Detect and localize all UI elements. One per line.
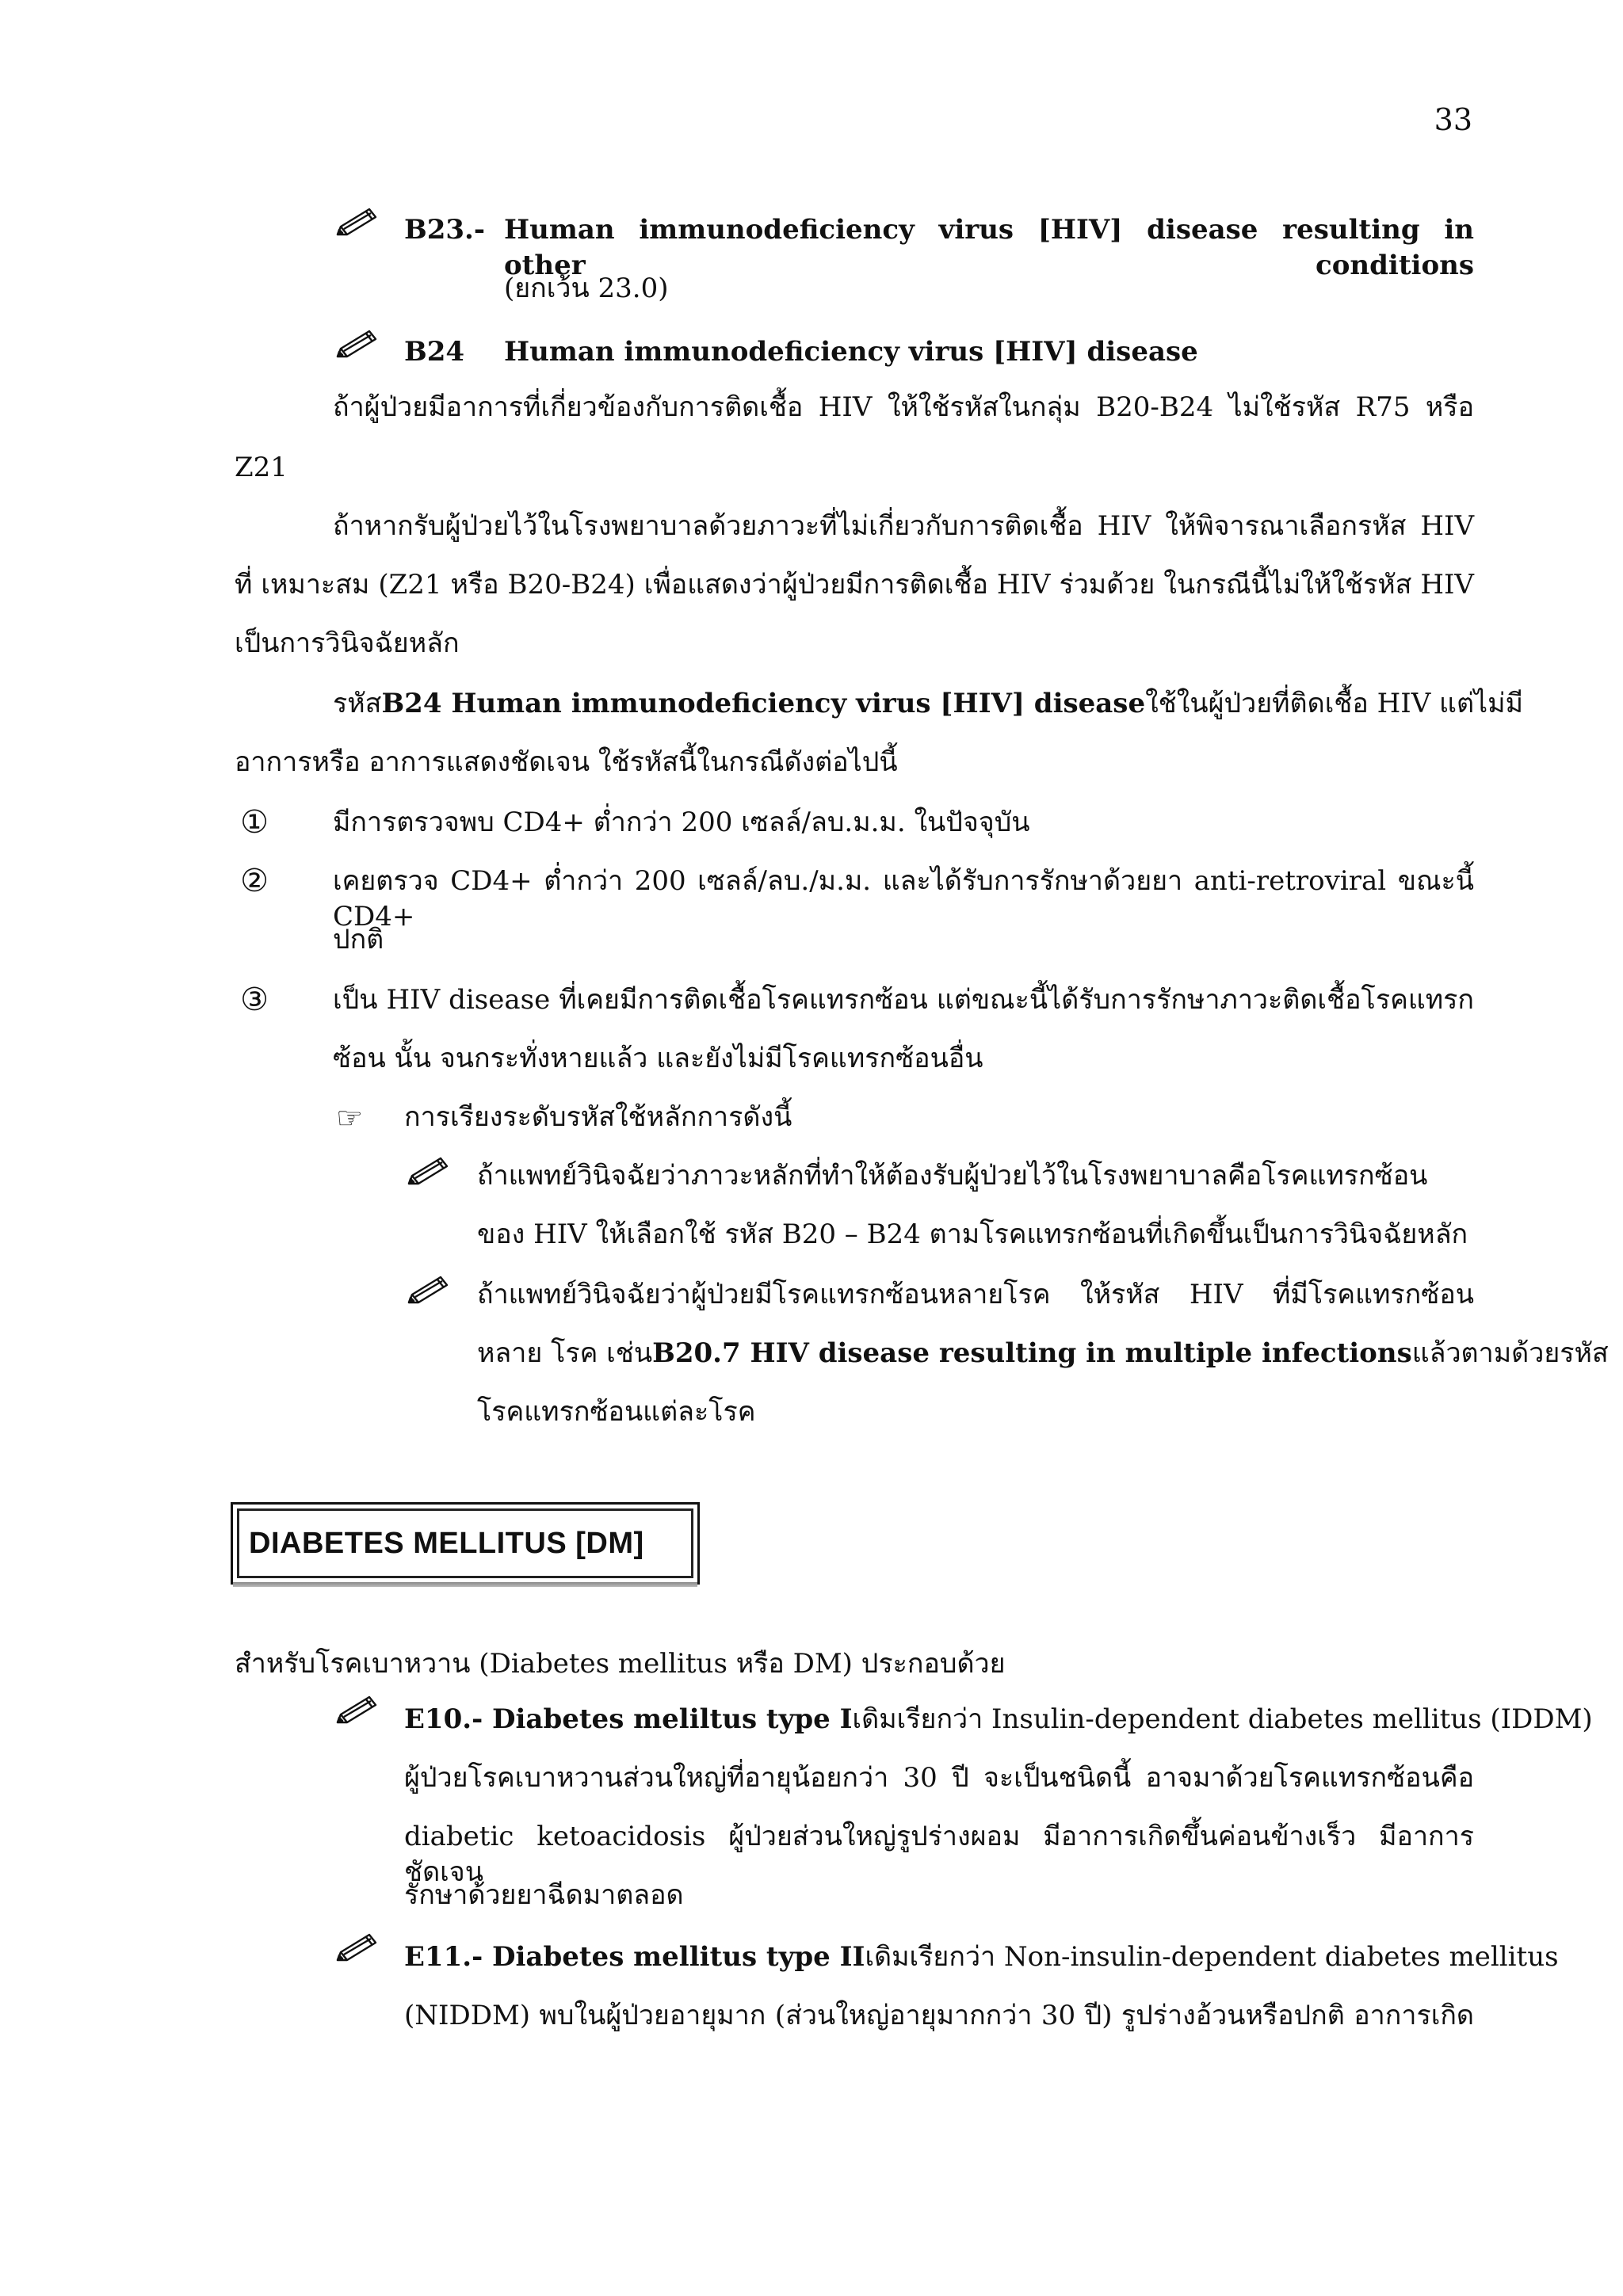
para2-line2: ที่ เหมาะสม (Z21 หรือ B20-B24) เพื่อแสดงว่าผู้ป่วยมีการติดเชื้อ HIV ร่วมด้วย ในกรณีนี้ไม่ให้ใช้รหัส HIV: [235, 569, 1474, 601]
pencil-icon: [404, 1154, 452, 1188]
e11-line1-suffix: เดิมเรียกว่า Non-insulin-dependent diabetes mellitus: [865, 1941, 1559, 1973]
rule2-line2-suffix: แล้วตามด้วยรหัส: [1411, 1337, 1609, 1369]
pencil-icon: [333, 1692, 380, 1727]
rule2-line3: โรคแทรกซ้อนแต่ละโรค: [477, 1396, 756, 1428]
pointing-hand-icon: ☞: [336, 1100, 364, 1135]
e11-line2: (NIDDM) พบในผู้ป่วยอายุมาก (ส่วนใหญ่อายุมากกว่า 30 ปี) รูปร่างอ้วนหรือปกติ อาการเกิด: [404, 2000, 1474, 2031]
pencil-icon: [404, 1272, 452, 1307]
e10-line4: รักษาด้วยยาฉีดมาตลอด: [404, 1879, 684, 1911]
dm-intro: สำหรับโรคเบาหวาน (Diabetes mellitus หรือ DM) ประกอบด้วย: [235, 1648, 1006, 1680]
case-1-line1: มีการตรวจพบ CD4+ ต่ำกว่า 200 เซลล์/ลบ.ม.ม. ในปัจจุบัน: [333, 807, 1030, 838]
b23-title: Human immunodeficiency virus [HIV] disease resulting in other conditions: [504, 214, 1474, 281]
dm-heading: DIABETES MELLITUS [DM]: [249, 1527, 644, 1560]
case-3-line2: ซ้อน นั้น จนกระทั่งหายแล้ว และยังไม่มีโรคแทรกซ้อนอื่น: [333, 1043, 983, 1074]
e11-line1: [404, 1939, 1559, 1975]
b23-code: B23.-: [404, 214, 485, 246]
rule2-line1: ถ้าแพทย์วินิจฉัยว่าผู้ป่วยมีโรคแทรกซ้อนหลายโรค ให้รหัส HIV ที่มีโรคแทรกซ้อน: [477, 1279, 1474, 1310]
rule2-line2-bold: B20.7 HIV disease resulting in multiple infections: [652, 1337, 1412, 1369]
para1-line2: Z21: [235, 452, 288, 483]
e10-line1: [404, 1702, 1593, 1737]
ranking-title: การเรียงระดับรหัสใช้หลักการดังนี้: [404, 1101, 792, 1133]
dm-heading-box: [231, 1502, 700, 1585]
e10-line2: ผู้ป่วยโรคเบาหวานส่วนใหญ่ที่อายุน้อยกว่า 30 ปี จะเป็นชนิดนี้ อาจมาด้วยโรคแทรกซ้อนคือ: [404, 1762, 1474, 1794]
case-3-line1: เป็น HIV disease ที่เคยมีการติดเชื้อโรคแทรกซ้อน แต่ขณะนี้ได้รับการรักษาภาวะติดเชื้อโรคแทรก: [333, 984, 1474, 1016]
case-2-marker: ②: [240, 863, 269, 899]
e10-line1-suffix: เดิมเรียกว่า Insulin-dependent diabetes mellitus (IDDM): [852, 1703, 1593, 1735]
rule2-line2: [477, 1336, 1609, 1371]
case-1-marker: ①: [240, 804, 269, 841]
pencil-icon: [333, 326, 380, 361]
case-2-line1: เคยตรวจ CD4+ ต่ำกว่า 200 เซลล์/ลบ./ม.ม. และได้รับการรักษาด้วยยา anti-retroviral ขณะนี้ CD4+: [333, 865, 1474, 933]
rule1-line1: ถ้าแพทย์วินิจฉัยว่าภาวะหลักที่ทำให้ต้องรับผู้ป่วยไว้ในโรงพยาบาลคือโรคแทรกซ้อน: [477, 1160, 1428, 1192]
b24-code: B24: [404, 336, 465, 368]
para3-line1: [333, 686, 1523, 722]
para1-line1: ถ้าผู้ป่วยมีอาการที่เกี่ยวข้องกับการติดเชื้อ HIV ให้ใช้รหัสในกลุ่ม B20-B24 ไม่ใช้รหัส R75 หรือ: [333, 391, 1474, 423]
pencil-icon: [333, 1930, 380, 1965]
page-number: 33: [1434, 102, 1472, 137]
para2-line3: เป็นการวินิจฉัยหลัก: [235, 627, 460, 659]
para3-prefix: รหัส: [333, 688, 382, 719]
e10-line3: diabetic ketoacidosis ผู้ป่วยส่วนใหญ่รูปร่างผอม มีอาการเกิดขึ้นค่อนข้างเร็ว มีอาการชัดเจน: [404, 1821, 1474, 1888]
b24-title: Human immunodeficiency virus [HIV] disease: [504, 336, 1198, 368]
e11-bold: E11.- Diabetes mellitus type II: [404, 1941, 865, 1973]
para3-suffix: ใช้ในผู้ป่วยที่ติดเชื้อ HIV แต่ไม่มี: [1145, 688, 1523, 719]
b23-note: (ยกเว้น 23.0): [504, 273, 669, 304]
para3-bold: B24 Human immunodeficiency virus [HIV] disease: [381, 688, 1146, 719]
para2-line1: ถ้าหากรับผู้ป่วยไว้ในโรงพยาบาลด้วยภาวะที่ไม่เกี่ยวกับการติดเชื้อ HIV ให้พิจารณาเลือกรหัส HIV: [333, 510, 1474, 542]
pencil-icon: [333, 204, 380, 239]
e10-bold: E10.- Diabetes meliltus type I: [404, 1703, 853, 1735]
case-3-marker: ③: [240, 982, 269, 1018]
rule2-line2-prefix: หลาย โรค เช่น: [477, 1337, 653, 1369]
para3-line2: อาการหรือ อาการแสดงชัดเจน ใช้รหัสนี้ในกรณีดังต่อไปนี้: [235, 746, 898, 778]
rule1-line2: ของ HIV ให้เลือกใช้ รหัส B20 – B24 ตามโรคแทรกซ้อนที่เกิดขึ้นเป็นการวินิจฉัยหลัก: [477, 1219, 1468, 1250]
case-2-line2: ปกติ: [333, 924, 384, 955]
